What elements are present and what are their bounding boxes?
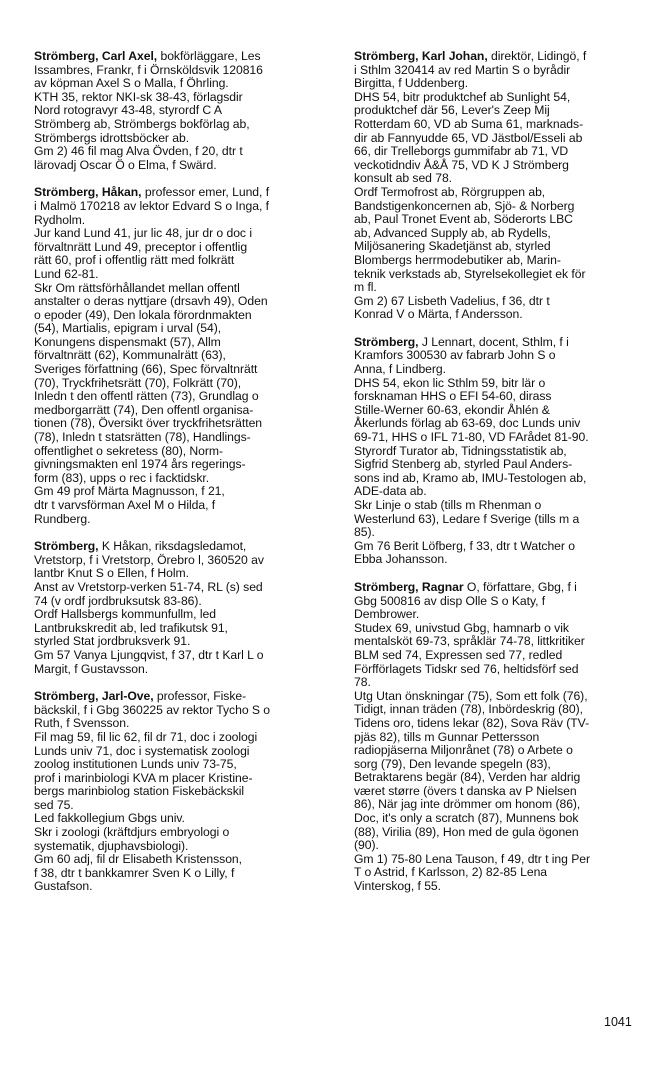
entry-line — [354, 104, 654, 118]
entry-text: av köpman Axel S o Malla, f Öhrling. — [34, 76, 229, 91]
entry-text: Gm 1) 75-80 Lena Tauson, f 49, dtr t ing Per — [354, 851, 591, 866]
entry-text: Styrordf Turator ab, Tidningsstatistik ab, — [354, 443, 567, 458]
entry-line — [354, 227, 654, 241]
entry-text: Lantbrukskredit ab, led trafikutsk 91, — [34, 620, 228, 635]
entry-text: sorg (79), Den levande spegeln (83), — [354, 756, 551, 771]
entry-line — [34, 812, 338, 826]
left-column — [34, 50, 338, 908]
entry-line — [354, 758, 654, 772]
entry-text: prof i marinbiologi KVA m placer Kristine- — [34, 770, 253, 785]
entry-line — [34, 635, 338, 649]
entry-text: 74 (v ordf jordbruksutsk 83-86). — [34, 593, 202, 608]
entry-line — [34, 349, 338, 363]
entry-line — [34, 282, 338, 296]
entry-text: anstalter o deras nyttjare (drsavh 49), Oden — [34, 294, 268, 309]
entry-text: zoolog institutionen Lunds univ 73-75, — [34, 757, 237, 772]
entry-line — [34, 309, 338, 323]
entry-text: o epoder (49), Den lokala förordnmakten — [34, 307, 252, 322]
entry-line — [34, 581, 338, 595]
entry-text: teknik verkstads ab, Styrelsekollegiet ek för — [354, 266, 586, 281]
entry-line — [354, 513, 654, 527]
entry-text: J Lennart, docent, Sthlm, f i — [418, 334, 569, 349]
biography-entry — [354, 50, 654, 322]
entry-text: KTH 35, rektor NKI-sk 38-43, förlagsdir — [34, 89, 243, 104]
entry-line — [34, 853, 338, 867]
entry-line — [354, 118, 654, 132]
entry-name: Strömberg, Carl Axel, — [34, 49, 158, 63]
entry-line — [354, 540, 654, 554]
entry-line — [34, 118, 338, 132]
entry-text: Dembrower. — [354, 607, 420, 622]
entry-line — [354, 731, 654, 745]
entry-text: i Malmö 170218 av lektor Edvard S o Inga, f — [34, 198, 269, 213]
entry-line — [34, 214, 338, 228]
entry-line — [354, 390, 654, 404]
entry-text: Ordf Hallsbergs kommunfullm, led — [34, 607, 216, 622]
entry-line — [354, 295, 654, 309]
entry-text: Tidigt, innan träden (78), Inbördeskrig (80), — [354, 702, 583, 717]
entry-line — [34, 404, 338, 418]
entry-line — [354, 431, 654, 445]
entry-line — [354, 581, 654, 595]
entry-line — [34, 745, 338, 759]
page-number: 1041 — [604, 1015, 632, 1029]
entry-line — [34, 458, 338, 472]
entry-line — [34, 268, 338, 282]
entry-text: Konungens dispensmakt (57), Allm — [34, 334, 221, 349]
entry-line — [354, 145, 654, 159]
entry-text: sed 75. — [34, 797, 74, 812]
entry-text: förvaltnrätt Lund 49, preceptor i offentlig — [34, 239, 248, 254]
entry-name: Strömberg, Ragnar — [354, 579, 464, 594]
entry-text: 85). — [354, 525, 375, 540]
entry-line — [354, 499, 654, 513]
entry-line — [354, 77, 654, 91]
entry-line — [34, 880, 338, 894]
entry-text: Utg Utan önskningar (75), Som ett folk (76), — [354, 688, 588, 703]
entry-text: (78), Inledn t statsrätten (78), Handlings- — [34, 430, 251, 445]
entry-line — [34, 200, 338, 214]
entry-text: Inledn t den offentl rätten (73), Grundlag o — [34, 389, 259, 404]
entry-line — [354, 485, 654, 499]
entry-text: Jur kand Lund 41, jur lic 48, jur dr o doc i — [34, 226, 252, 241]
entry-line — [34, 799, 338, 813]
entry-line — [34, 595, 338, 609]
entry-line — [354, 622, 654, 636]
entry-line — [354, 417, 654, 431]
entry-line — [34, 499, 338, 513]
entry-line — [354, 703, 654, 717]
entry-line — [34, 485, 338, 499]
entry-text: Nord rotogravyr 43-48, styrordf C A — [34, 103, 222, 118]
entry-text: DHS 54, ekon lic Sthlm 59, bitr lär o — [354, 375, 546, 390]
entry-line — [354, 595, 654, 609]
entry-text: pjäs 82), tills m Gunnar Pettersson — [354, 729, 540, 744]
entry-line — [34, 390, 338, 404]
entry-text: Rotterdam 60, VD ab Suma 61, marknads- — [354, 116, 584, 131]
entry-line — [34, 758, 338, 772]
entry-text: Ebba Johansson. — [354, 552, 448, 567]
entry-text: direktör, Lidingö, f — [487, 49, 587, 63]
entry-line — [354, 635, 654, 649]
entry-text: veckotidndiv Å&Å 75, VD K J Strömberg — [354, 157, 569, 172]
entry-text: Strömbergs idrottsböcker ab. — [34, 130, 190, 145]
entry-text: Strömberg ab, Strömbergs bokförlag ab, — [34, 116, 250, 131]
entry-text: Gm 57 Vanya Ljungqvist, f 37, dtr t Karl L o — [34, 647, 264, 662]
entry-text: Gm 2) 67 Lisbeth Vadelius, f 36, dtr t — [354, 293, 550, 308]
entry-text: m fl. — [354, 280, 377, 295]
entry-line — [34, 322, 338, 336]
entry-line — [354, 771, 654, 785]
entry-text: rätt 60, prof i offentlig rätt med folkrätt — [34, 253, 235, 268]
entry-line — [354, 308, 654, 322]
entry-text: f 38, dtr t bankkamrer Sven K o Lilly, f — [34, 865, 235, 880]
biography-entry — [34, 540, 338, 676]
entry-text: Birgitta, f Uddenberg. — [354, 76, 469, 91]
entry-text: sons ind ab, Kramo ab, IMU-Testologen ab, — [354, 470, 587, 485]
entry-line — [354, 812, 654, 826]
entry-line — [34, 227, 338, 241]
entry-name: Strömberg, Håkan, — [34, 185, 142, 200]
entry-text: ab, Advanced Supply ab, ab Rydells, — [354, 225, 551, 240]
biography-entry — [34, 50, 338, 172]
entry-line — [34, 663, 338, 677]
biography-entry — [354, 336, 654, 567]
entry-line — [34, 554, 338, 568]
entry-text: Led fakkollegium Gbgs univ. — [34, 811, 185, 826]
entry-line — [354, 526, 654, 540]
entry-line — [34, 445, 338, 459]
biography-entry — [354, 581, 654, 894]
entry-line — [34, 145, 338, 159]
entry-text: Fil mag 59, fil lic 62, fil dr 71, doc i zoologi — [34, 729, 258, 744]
entry-text: mentalsköt 69-73, språklär 74-78, littkritiker — [354, 634, 585, 649]
entry-line — [34, 254, 338, 268]
entry-text: Anst av Vretstorp-verken 51-74, RL (s) sed — [34, 579, 263, 594]
entry-text: Gm 76 Berit Löfberg, f 33, dtr t Watcher o — [354, 538, 575, 553]
entry-line — [354, 798, 654, 812]
entry-name: Strömberg, — [34, 539, 99, 554]
entry-line — [354, 336, 654, 350]
entry-text: (88), Virilia (89), Hon med de gula ögonen — [354, 824, 579, 839]
entry-line — [34, 690, 338, 704]
entry-line — [354, 200, 654, 214]
entry-line — [34, 826, 338, 840]
entry-text: Förfförlagets Tidskr sed 76, heltidsförf sed — [354, 661, 579, 676]
entry-text: Skr i zoologi (kräftdjurs embryologi o — [34, 825, 230, 840]
entry-line — [34, 567, 338, 581]
entry-text: Gm 49 prof Märta Magnusson, f 21, — [34, 484, 225, 499]
entry-text: Anna, f Lindberg. — [354, 362, 446, 377]
entry-line — [354, 186, 654, 200]
entry-text: bergs marinbiolog station Fiskebäckskil — [34, 784, 245, 799]
entry-text: 66, dir Trelleborgs gummifabr ab 71, VD — [354, 144, 569, 159]
entry-text: Miljösanering Skadetjänst ab, styrled — [354, 239, 551, 254]
entry-line — [34, 159, 338, 173]
entry-text: professor, Fiske- — [153, 689, 247, 704]
entry-line — [354, 853, 654, 867]
entry-text: i Sthlm 320414 av red Martin S o byrådir — [354, 62, 571, 77]
entry-line — [354, 268, 654, 282]
entry-line — [34, 622, 338, 636]
entry-text: bokförläggare, Les — [157, 49, 261, 63]
entry-text: radiopjäserna Miljonrånet (78) o Arbete o — [354, 743, 573, 758]
entry-name: Strömberg, — [354, 334, 419, 349]
entry-text: Margit, f Gustavsson. — [34, 661, 149, 676]
entry-text: Doc, it's only a scratch (87), Munnens bok — [354, 811, 579, 826]
entry-text: produktchef där 56, Lever's Zeep Mij — [354, 103, 550, 118]
entry-line — [34, 186, 338, 200]
entry-text: bäckskil, f i Gbg 360225 av rektor Tycho S o — [34, 702, 271, 717]
entry-line — [354, 717, 654, 731]
entry-text: Skr Om rättsförhållandet mellan offentl — [34, 280, 240, 295]
entry-text: 86), När jag inte drömmer om honom (86), — [354, 797, 581, 812]
entry-line — [34, 104, 338, 118]
entry-line — [354, 50, 654, 64]
entry-line — [34, 717, 338, 731]
entry-text: Bandstigenkoncernen ab, Sjö- & Norberg — [354, 198, 575, 213]
entry-text: dir ab Fannyudde 65, VD Jästbol/Esseli ab — [354, 130, 583, 145]
entry-text: styrled Stat jordbruksverk 91. — [34, 634, 191, 649]
entry-text: forsknaman HHS o EFI 54-60, dirass — [354, 389, 552, 404]
entry-text: Sigfrid Stenberg ab, styrled Paul Anders- — [354, 457, 573, 472]
entry-text: Westerlund 63), Ledare f Sverige (tills m a — [354, 511, 580, 526]
entry-line — [354, 213, 654, 227]
entry-text: Vretstorp, f i Vretstorp, Örebro l, 360520 av — [34, 552, 264, 567]
entry-text: Lund 62-81. — [34, 266, 99, 281]
entry-line — [354, 744, 654, 758]
entry-line — [34, 704, 338, 718]
entry-text: Studex 69, univstud Gbg, hamnarb o vik — [354, 620, 569, 635]
entry-text: ADE-data ab. — [354, 484, 427, 499]
entry-line — [354, 608, 654, 622]
entry-text: tionen (78), Översikt över tryckfrihetsrätten — [34, 416, 263, 431]
entry-text: förvaltnrätt (62), Kommunalrätt (63), — [34, 348, 226, 363]
entry-text: Blombergs herrmodebutiker ab, Marin- — [354, 252, 561, 267]
entry-line — [34, 472, 338, 486]
entry-line — [34, 417, 338, 431]
entry-line — [34, 50, 338, 64]
entry-line — [34, 295, 338, 309]
entry-text: Lunds univ 71, doc i systematisk zoologi — [34, 743, 250, 758]
entry-text: Gm 60 adj, fil dr Elisabeth Kristensson, — [34, 852, 242, 867]
entry-text: Ordf Termofrost ab, Rörgruppen ab, — [354, 184, 546, 199]
entry-text: K Håkan, riksdagsledamot, — [98, 539, 247, 554]
entry-line — [354, 472, 654, 486]
entry-name: Strömberg, Jarl-Ove, — [34, 689, 154, 704]
entry-text: været større (övers t danska av P Nielsen — [354, 783, 577, 798]
entry-text: Sveriges författning (66), Spec förvaltnrätt — [34, 362, 258, 377]
entry-text: BLM sed 74, Expressen sed 77, redled — [354, 647, 563, 662]
entry-text: 69-71, HHS o IFL 71-80, VD FArådet 81-90. — [354, 430, 589, 445]
entry-line — [34, 649, 338, 663]
entry-text: dtr t varvsförman Axel M o Hilda, f — [34, 498, 216, 512]
entry-text: lärovadj Oscar Ö o Elma, f Swärd. — [34, 157, 217, 172]
entry-line — [34, 377, 338, 391]
entry-text: O, författare, Gbg, f i — [463, 579, 577, 594]
entry-text: (70), Tryckfrihetsrätt (70), Folkrätt (70), — [34, 375, 242, 390]
right-column — [354, 50, 654, 908]
entry-line — [354, 553, 654, 567]
entry-line — [354, 91, 654, 105]
entry-text: 78. — [354, 675, 371, 690]
entry-line — [34, 241, 338, 255]
entry-line — [34, 64, 338, 78]
entry-text: givningsmakten enl 1974 års regerings- — [34, 457, 246, 472]
entry-line — [34, 132, 338, 146]
entry-line — [354, 281, 654, 295]
entry-line — [354, 363, 654, 377]
entry-text: Skr Linje o stab (tills m Rhenman o — [354, 498, 542, 512]
entry-line — [34, 363, 338, 377]
entry-text: Issambres, Frankr, f i Örnsköldsvik 120816 — [34, 62, 263, 77]
entry-text: Kramfors 300530 av fabrarb John S o — [354, 348, 556, 363]
entry-text: Tidens oro, tidens lekar (82), Sova Räv (TV- — [354, 715, 590, 730]
entry-line — [34, 540, 338, 554]
entry-text: Betraktarens begär (84), Verden har aldrig — [354, 770, 581, 785]
entry-text: Gbg 500816 av disp Olle S o Katy, f — [354, 593, 546, 608]
entry-text: lantbr Knut S o Ellen, f Holm. — [34, 566, 189, 581]
entry-line — [34, 77, 338, 91]
entry-text: Stille-Werner 60-63, ekondir Åhlén & — [354, 402, 550, 417]
entry-line — [354, 349, 654, 363]
entry-text: professor emer, Lund, f — [141, 185, 270, 200]
entry-name: Strömberg, Karl Johan, — [354, 49, 488, 63]
entry-text: konsult ab sed 78. — [354, 171, 453, 186]
entry-line — [354, 159, 654, 173]
entry-text: form (83), upps o rec i facktidskr. — [34, 470, 210, 485]
entry-line — [354, 64, 654, 78]
entry-line — [34, 840, 338, 854]
entry-line — [354, 663, 654, 677]
entry-text: medborgarrätt (74), Den offentl organisa- — [34, 402, 254, 417]
entry-line — [354, 445, 654, 459]
entry-line — [34, 513, 338, 527]
entry-line — [354, 676, 654, 690]
biography-entry — [34, 690, 338, 894]
entry-text: systematik, djuphavsbiologi). — [34, 838, 189, 853]
entry-line — [34, 336, 338, 350]
entry-text: (90). — [354, 838, 379, 853]
entry-line — [354, 785, 654, 799]
entry-line — [354, 172, 654, 186]
entry-text: DHS 54, bitr produktchef ab Sunlight 54, — [354, 89, 571, 104]
entry-text: T o Astrid, f Karlsson, 2) 82-85 Lena — [354, 865, 548, 880]
entry-line — [34, 772, 338, 786]
entry-line — [354, 839, 654, 853]
entry-line — [34, 608, 338, 622]
entry-line — [354, 254, 654, 268]
entry-line — [354, 377, 654, 391]
entry-line — [354, 240, 654, 254]
entry-line — [34, 785, 338, 799]
entry-text: Gustafson. — [34, 879, 93, 894]
entry-text: ab, Paul Tronet Event ab, Söderorts LBC — [354, 212, 573, 227]
entry-line — [354, 880, 654, 894]
entry-text: Rydholm. — [34, 212, 86, 227]
entry-line — [34, 91, 338, 105]
entry-text: Åkerlunds förlag ab 63-69, doc Lunds univ — [354, 416, 581, 431]
entry-line — [354, 458, 654, 472]
entry-line — [354, 649, 654, 663]
entry-line — [354, 690, 654, 704]
entry-line — [354, 132, 654, 146]
entry-text: Rundberg. — [34, 511, 91, 526]
entry-text: Gm 2) 46 fil mag Alva Övden, f 20, dtr t — [34, 144, 243, 159]
entry-text: Ruth, f Svensson. — [34, 716, 130, 731]
entry-text: offentlighet o sekretess (80), Norm- — [34, 443, 223, 458]
entry-line — [34, 431, 338, 445]
entry-line — [34, 731, 338, 745]
entry-line — [354, 866, 654, 880]
entry-text: (54), Martialis, epigram i urval (54), — [34, 321, 222, 336]
entry-line — [34, 867, 338, 881]
entry-text: Konrad V o Märta, f Andersson. — [354, 307, 523, 322]
entry-text: Vinterskog, f 55. — [354, 879, 441, 894]
biography-entry — [34, 186, 338, 526]
entry-line — [354, 826, 654, 840]
